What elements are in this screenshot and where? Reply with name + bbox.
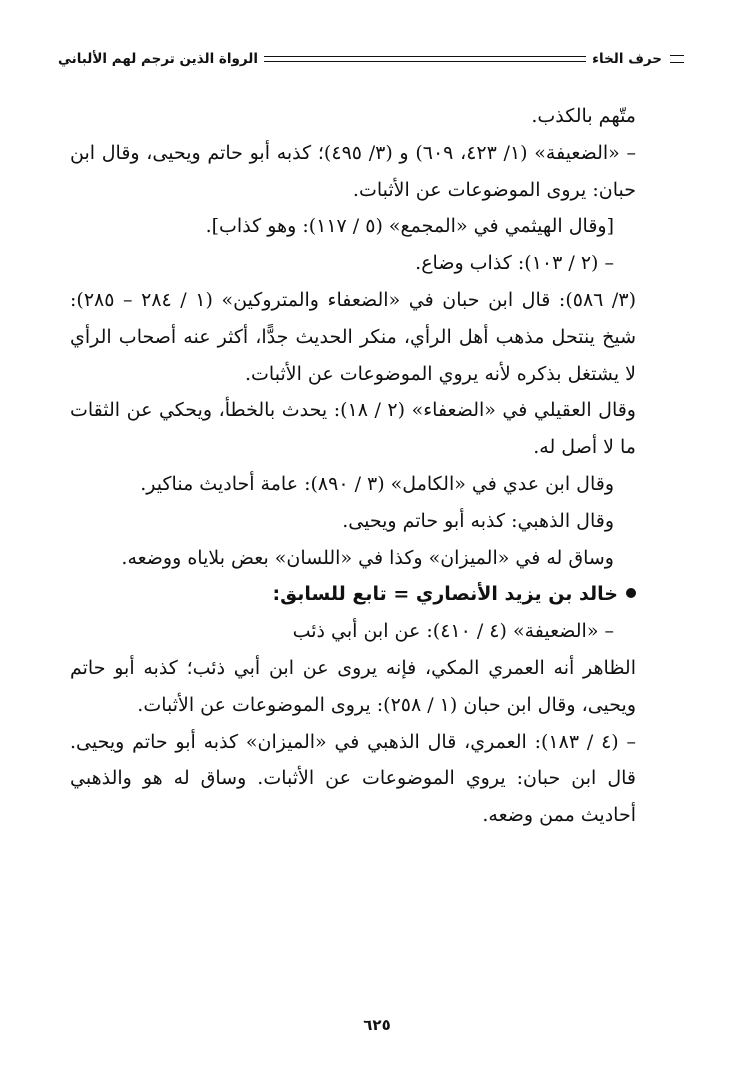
entry-heading-text: خالد بن يزيد الأنصاري = تابع للسابق: <box>272 583 618 606</box>
bullet-icon <box>626 588 636 598</box>
paragraph: – «الضعيفة» (٤ / ٤١٠): عن ابن أبي ذئب <box>292 620 614 643</box>
page-body <box>70 98 636 834</box>
book-title: الرواة الذين ترجم لهم الألباني <box>58 51 259 67</box>
paragraph: وقال ابن عدي في «الكامل» (٣ / ٨٩٠): عامة أحاديث مناكير. <box>140 472 614 495</box>
paragraph: – (٤ / ١٨٣): العمري، قال الذهبي في «الميزان» كذبه أبو حاتم ويحيى. قال ابن حبان: يروي الموضوعات عن الأثبات. وساق له هو والذهبي أحاديث ممن وضعه. <box>70 730 637 827</box>
header-rule <box>264 56 586 62</box>
entry-heading <box>70 576 636 613</box>
page-number: ٦٢٥ <box>363 1016 391 1034</box>
paragraph: الظاهر أنه العمري المكي، فإنه يروى عن ابن أبي ذئب؛ كذبه أبو حاتم ويحيى، وقال ابن حبان (١ / ٢٥٨): يروى الموضوعات عن الأثبات. <box>70 656 636 716</box>
paragraph: وساق له في «الميزان» وكذا في «اللسان» بعض بلاياه ووضعه. <box>121 546 614 569</box>
paragraph: [وقال الهيثمي في «المجمع» (٥ / ١١٧): وهو كذاب]. <box>205 215 614 238</box>
paragraph: (٣/ ٥٨٦): قال ابن حبان في «الضعفاء والمتروكين» (١ / ٢٨٤ – ٢٨٥): شيخ ينتحل مذهب أهل الرأي، منكر الحديث جدًّا، أكثر عنه أصحاب الرأي لا يشتغل بذكره لأنه يروي الموضوعات عن الأثبات. <box>70 288 636 385</box>
chapter-title: حرف الخاء <box>592 51 662 67</box>
paragraph: متّهم بالكذب. <box>531 105 636 127</box>
header-marker <box>670 55 684 63</box>
paragraph: – (٢ / ١٠٣): كذاب وضاع. <box>415 252 614 275</box>
paragraph: وقال العقيلي في «الضعفاء» (٢ / ١٨): يحدث بالخطأ، ويحكي عن الثقات ما لا أصل له. <box>70 399 636 459</box>
paragraph: – «الضعيفة» (١/ ٤٢٣، ٦٠٩) و (٣/ ٤٩٥)؛ كذبه أبو حاتم ويحيى، وقال ابن حبان: يروى الموضوعات عن الأثبات. <box>70 141 636 201</box>
paragraph: وقال الذهبي: كذبه أبو حاتم ويحيى. <box>342 509 614 532</box>
running-header <box>58 44 684 74</box>
